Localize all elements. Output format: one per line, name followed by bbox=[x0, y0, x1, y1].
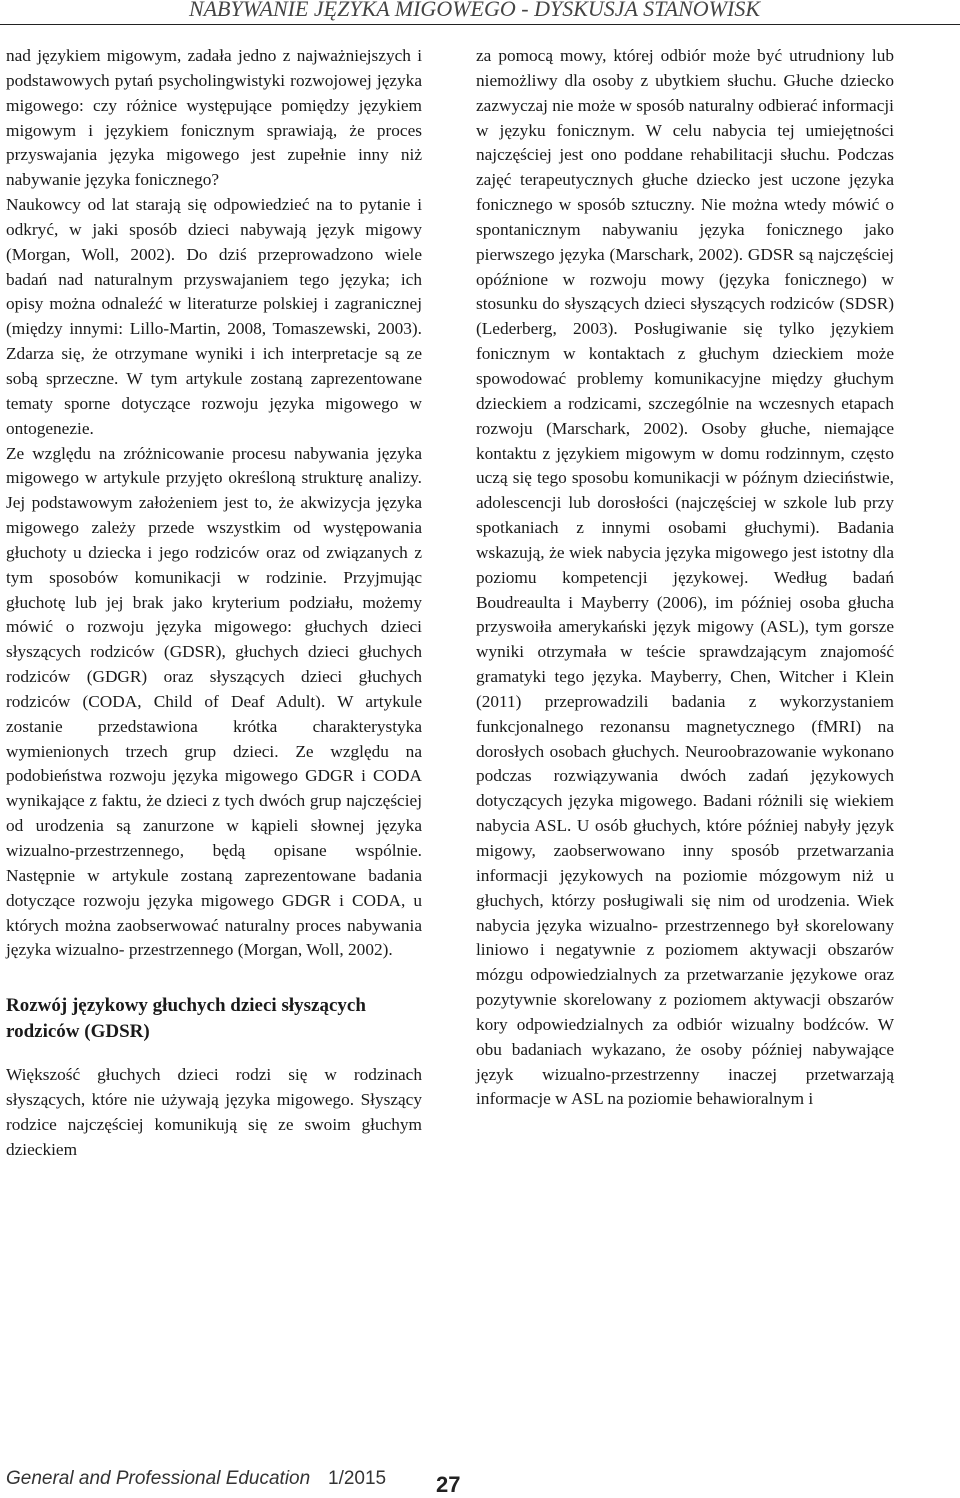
running-title: NABYWANIE JĘZYKA MIGOWEGO - DYSKUSJA STANOWISK bbox=[188, 0, 760, 21]
page-footer bbox=[6, 1464, 960, 1498]
paragraph: Większość głuchych dzieci rodzi się w rodzinach słyszących, które nie używają języka migowego. Słyszący rodzice najczęściej komunikują się ze swoim głuchym dzieckiem bbox=[6, 1065, 422, 1159]
page-number: 27 bbox=[436, 1472, 461, 1497]
journal-issue: 1/2015 bbox=[328, 1468, 387, 1489]
paragraph: za pomocą mowy, której odbiór może być utrudniony lub niemożliwy dla osoby z ubytkiem słuchu. Głuche dziecko zazwyczaj nie może w sposób naturalny odbierać informacji w języku fonicznym. W celu nabycia tej umiejętności najczęściej jest ono poddane rehabilitacji słuchu. Podczas zajęć terapeutycznych głuche dziecko jest uczone języka fonicznego w sposób sztuczny. Nie można wtedy mówić o spontanicznym nabywaniu języka fonicznego jako pierwszego języka (Marschark, 2002). GDSR są najczęściej opóźnione w rozwoju mowy (języka fonicznego) w stosunku do słyszących dzieci słyszących rodziców (SDSR)(Lederberg, 2003). Posługiwanie się tylko językiem fonicznym w kontaktach z głuchym dzieckiem może spowodować problemy komunikacyjne między głuchym dzieckiem a rodzicami, szczególnie na wczesnych etapach rozwoju (Marschark, 2002). Osoby głuche, niemające kontaktu z językiem migowym w domu rodzinnym, często uczą się tego sposobu komunikacji w późnym dzieciństwie, adolescencji lub dorosłości (najczęściej w szkole lub przy spotkaniach z innymi osobami głuchymi). Badania wskazują, że wiek nabycia języka migowego jest istotny dla poziomu kompetencji językowej. Według badań Boudreaulta i Mayberry (2006), im później osoba głucha przyswoiła amerykański język migowy (ASL), tym gorsze wyniki otrzymała w teście sprawdzającym znajomość gramatyki tego języka. Mayberry, Chen, Witcher i Klein (2011) przeprowadzili badania z wykorzystaniem funkcjonalnego rezonansu magnetycznego (fMRI) na dorosłych osobach głuchych. Neuroobrazowanie wykonano podczas rozwiązywania dwóch zadań językowych dotyczących języka migowego. Badani różnili się wiekiem nabycia ASL. U osób głuchych, które później nabyły język migowy, zaobserwowano inny sposób przetwarzania informacji językowych na poziomie mózgowym niż u głuchych, którzy posługiwali się nim od urodzenia. Wiek nabycia języka wizualno- przestrzennego był skorelowany liniowo i negatywnie z poziomem aktywacji obszarów mózgu odpowiedzialnych za przetwarzanie językowe oraz pozytywnie skorelowany z poziomem aktywacji obszarów kory odpowiedzialnych za odbiór wizualny bodźców. W obu badaniach wykazano, że osoby później nabywające język wizualno-przestrzenny inaczej przetwarzają informacje w ASL na poziomie behawioralnym i bbox=[476, 46, 894, 1109]
right-column bbox=[476, 44, 894, 1112]
section-heading: Rozwój językowy głuchych dzieci słyszących rodziców (GDSR) bbox=[6, 995, 366, 1043]
paragraph: Ze względu na zróżnicowanie procesu nabywania języka migowego w artykule przyjęto określoną strukturę analizy. Jej podstawowym założeniem jest to, że akwizycja języka migowego zależy przede wszystkim od występowania głuchoty u dziecka i jego rodziców oraz od związanych z tym sposobów komunikacji w rodzinie. Przyjmując głuchotę lub jej brak jako kryterium podziału, możemy mówić o rozwoju języka migowego: głuchych dzieci słyszących rodziców (GDSR), głuchych dzieci głuchych rodziców (GDGR) oraz słyszących dzieci głuchych rodziców (CODA, Child of Deaf Adult). W artykule zostanie przedstawiona krótka charakterystyka wymienionych trzech grup dzieci. Ze względu na podobieństwa rozwoju języka migowego GDGR i CODA wynikające z faktu, że dzieci z tych dwóch grup najczęściej od urodzenia są zanurzone w kąpieli słownej języka wizualno-przestrzennego, będą opisane wspólnie. Następnie w artykule zostaną zaprezentowane badania dotyczące rozwoju języka migowego GDGR i CODA, u których można zaobserwować naturalny proces nabywania języka wizualno- przestrzennego (Morgan, Woll, 2002). bbox=[6, 443, 422, 960]
paragraph: Naukowcy od lat starają się odpowiedzieć na to pytanie i odkryć, w jaki sposób dzieci nabywają język migowy (Morgan, Woll, 2002). Do dziś przeprowadzono wiele badań nad naturalnym przyswajaniem tego języka; ich opisy można odnaleźć w literaturze polskiej i zagranicznej (między innymi: Lillo-Martin, 2008, Tomaszewski, 2003). Zdarza się, że otrzymane wyniki i ich interpretacje są ze sobą sprzeczne. W tym artykule zostaną zaprezentowane tematy sporne dotyczące rozwoju języka migowego w ontogenezie. bbox=[6, 195, 422, 438]
left-column bbox=[6, 44, 422, 1163]
running-header bbox=[0, 0, 960, 25]
paragraph: nad językiem migowym, zadała jedno z najważniejszych i podstawowych pytań psycholingwistyki rozwojowej języka migowego: czy różnice występujące pomiędzy językiem migowym i językiem fonicznym sprawiają, że proces przyswajania języka migowego jest zupełnie inny niż nabywanie języka fonicznego? bbox=[6, 46, 422, 190]
journal-name: General and Professional Education bbox=[6, 1468, 311, 1489]
